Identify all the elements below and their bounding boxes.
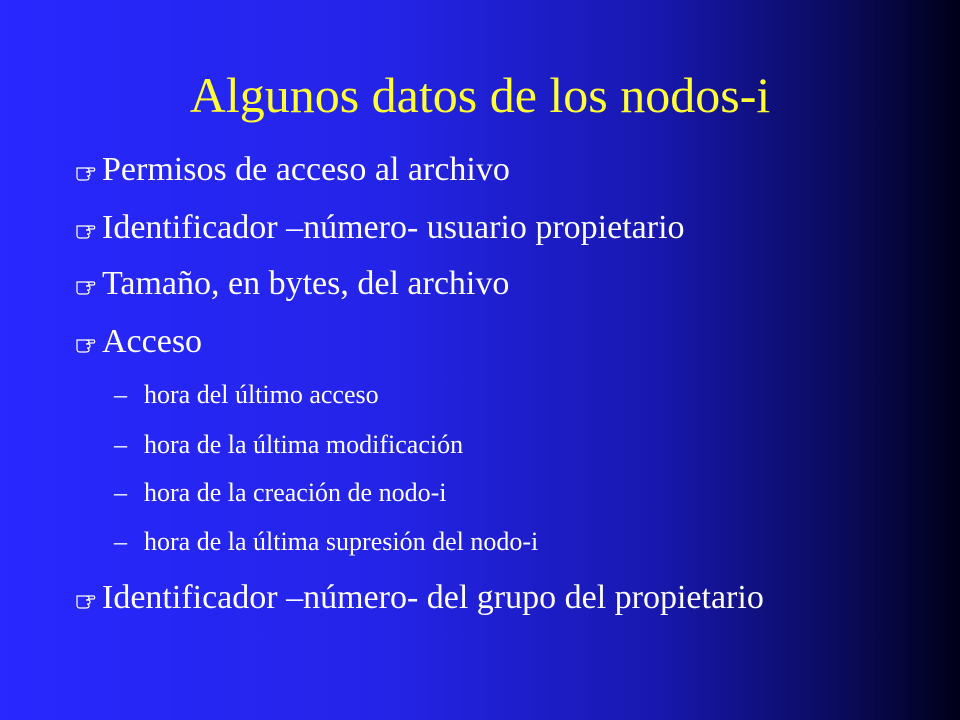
sub-item-dash: –	[114, 380, 127, 409]
bullet-item-text: Identificador –número- del grupo del propietario	[102, 579, 764, 616]
pointing-hand-icon	[76, 162, 96, 182]
sub-item-dash: –	[114, 527, 127, 556]
slide-title: Algunos datos de los nodos-i	[189, 67, 771, 123]
pointing-hand-icon	[76, 590, 96, 610]
sub-item-text: hora de la última modificación	[144, 430, 464, 459]
pointing-hand-icon	[76, 220, 96, 240]
sub-item-text: hora del último acceso	[144, 380, 379, 409]
bullet-item-text: Tamaño, en bytes, del archivo	[102, 265, 510, 302]
sub-item-dash: –	[114, 478, 127, 507]
bullet-item-text: Acceso	[102, 323, 203, 360]
bullet-item-text: Permisos de acceso al archivo	[102, 151, 510, 188]
sub-item-text: hora de la última supresión del nodo-i	[144, 527, 539, 556]
sub-item-dash: –	[114, 430, 127, 459]
sub-item-text: hora de la creación de nodo-i	[144, 478, 447, 507]
bullet-item-text: Identificador –número- usuario propietario	[102, 209, 685, 246]
pointing-hand-icon	[76, 276, 96, 296]
pointing-hand-icon	[76, 334, 96, 354]
